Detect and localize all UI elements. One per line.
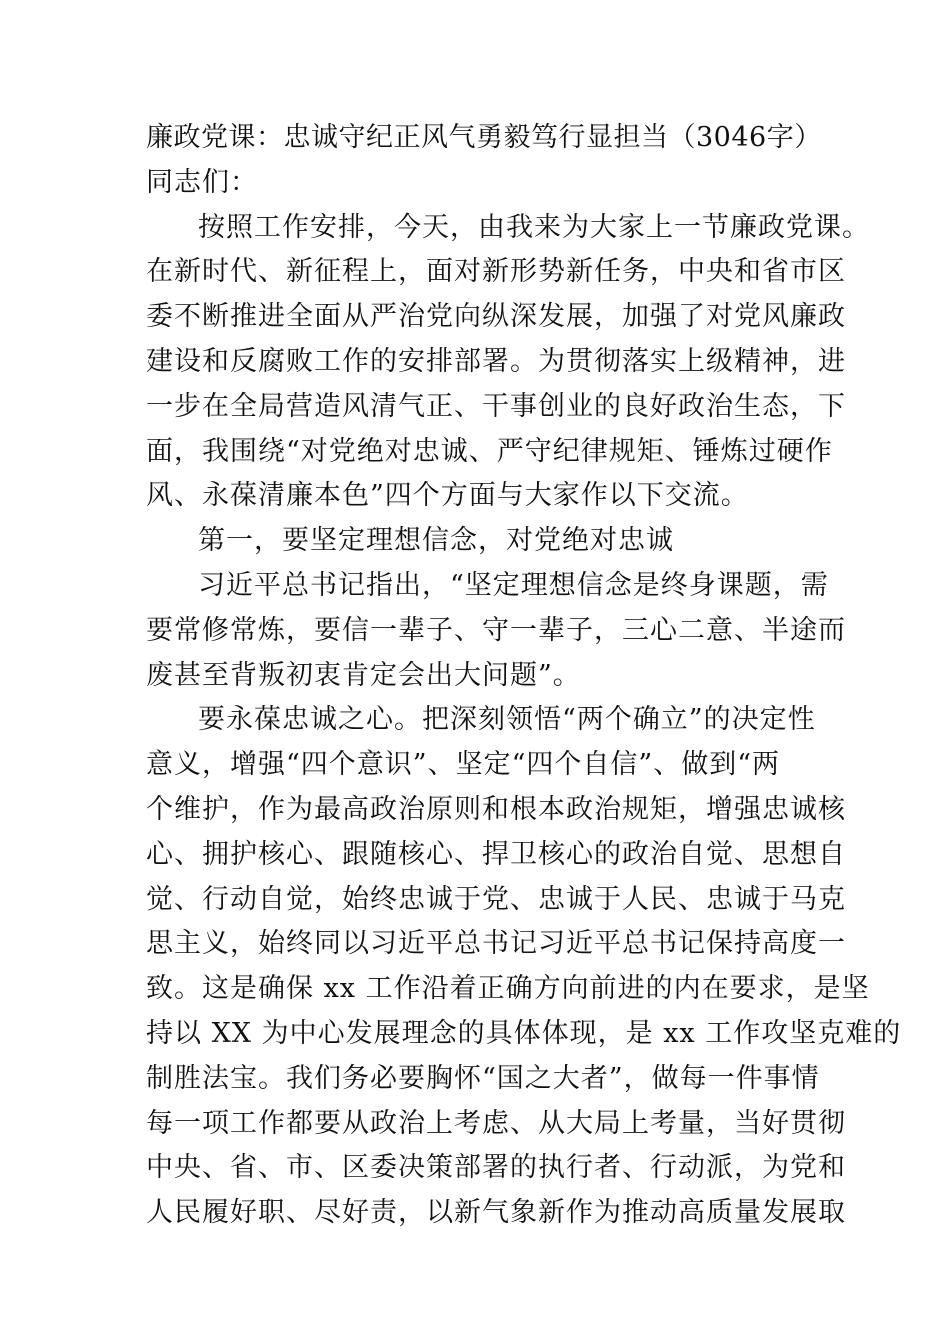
text-line: 人民履好职、尽好责，以新气象新作为推动高质量发展取 [146, 1197, 846, 1229]
text-line: 中央、省、市、区委决策部署的执行者、行动派，为党和 [146, 1152, 846, 1184]
document-title: 廉政党课：忠诚守纪正风气勇毅笃行显担当（3046字） [146, 122, 822, 153]
text-line: 每一项工作都要从政治上考虑、从大局上考量，当好贯彻 [146, 1107, 846, 1139]
text-line: 要常修常炼，要信一辈子、守一辈子，三心二意、半途而 [146, 614, 846, 646]
text-line: 觉、行动自觉，始终忠诚于党、忠诚于人民、忠诚于马克 [146, 883, 846, 915]
text-line: 心、拥护核心、跟随核心、捍卫核心的政治自觉、思想自 [146, 838, 846, 870]
text-line: 持以 XX 为中心发展理念的具体体现，是 xx 工作攻坚克难的 [146, 1017, 902, 1049]
text-line: 委不断推进全面从严治党向纵深发展，加强了对党风廉政 [146, 301, 846, 333]
text-line: 废甚至背叛初衷肯定会出大问题”。 [146, 659, 581, 691]
paragraph-lines [146, 206, 902, 1236]
text-line: 个维护，作为最高政治原则和根本政治规矩，增强忠诚核 [146, 793, 846, 825]
salutation: 同志们： [146, 166, 258, 198]
text-line: 意义，增强“四个意识”、坚定“四个自信”、做到“两 [146, 749, 781, 781]
text-line: 习近平总书记指出，“坚定理想信念是终身课题，需 [198, 569, 829, 601]
text-line: 按照工作安排，今天，由我来为大家上一节廉政党课。 [198, 211, 870, 243]
text-line: 思主义，始终同以习近平总书记习近平总书记保持高度一 [146, 928, 846, 960]
text-line: 在新时代、新征程上，面对新形势新任务，中央和省市区 [146, 256, 846, 288]
text-line: 建设和反腐败工作的安排部署。为贯彻落实上级精神，进 [146, 345, 846, 377]
text-line: 一步在全局营造风清气正、干事创业的良好政治生态，下 [146, 390, 846, 422]
document-body [146, 116, 902, 1236]
text-line: 面，我围绕“对党绝对忠诚、严守纪律规矩、锤炼过硬作 [146, 435, 833, 467]
text-line: 制胜法宝。我们务必要胸怀“国之大者”，做每一件事情 [146, 1062, 820, 1094]
text-line: 风、永葆清廉本色”四个方面与大家作以下交流。 [146, 480, 749, 512]
text-line: 第一，要坚定理想信念，对党绝对忠诚 [198, 525, 674, 557]
text-line: 致。这是确保 xx 工作沿着正确方向前进的内在要求，是坚 [146, 973, 870, 1005]
text-line: 要永葆忠诚之心。把深刻领悟“两个确立”的决定性 [198, 704, 816, 736]
